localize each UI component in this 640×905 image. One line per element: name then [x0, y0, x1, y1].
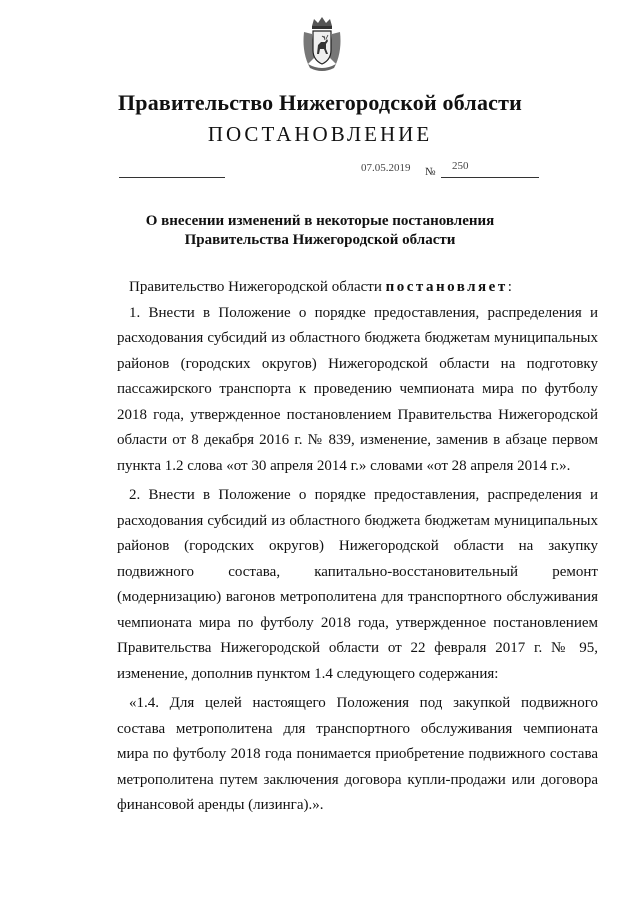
- preamble: [117, 275, 598, 301]
- document-date: 07.05.2019: [361, 162, 411, 174]
- number-label: №: [425, 166, 436, 178]
- signature-line-left: [119, 177, 225, 178]
- document-type: ПОСТАНОВЛЕНИЕ: [207, 122, 433, 146]
- preamble-end: :: [507, 279, 512, 295]
- item-quote: «1.4. Для целей настоящего Положения под закупкой подвижного состава метрополитена для транспортного обслуживания чемпионата мира по футболу 2018 года понимается приобретение подвижного состава метрополитена путем заключения договора купли-продажи или договора финансовой аренды (лизинга).».: [117, 695, 598, 813]
- coat-of-arms-icon: [300, 14, 344, 72]
- document-number: 250: [452, 160, 469, 172]
- organization-title: Правительство Нижегородской области: [117, 90, 522, 115]
- item-1: 1. Внести в Положение о порядке предоставления, распределения и расходования субсидий из областного бюджета бюджетам муниципальных районов (городских округов) Нижегородской области на подготовку пассажирского транспорта к проведению чемпионата мира по футболу 2018 года, утвержденное постановлением Правительства Нижегородской области от 8 декабря 2016 г. № 839, изменение, заменив в абзаце первом пункта 1.2 слова «от 30 апреля 2014 г.» словами «от 28 апреля 2014 г.».: [117, 304, 598, 474]
- subject-line-2: Правительства Нижегородской области: [184, 232, 456, 248]
- number-line: [441, 177, 539, 178]
- subject-line-1: О внесении изменений в некоторые постановления: [145, 213, 495, 229]
- preamble-lead: Правительство Нижегородской области: [129, 279, 386, 295]
- document-body: [117, 275, 598, 819]
- preamble-verb: постановляет: [385, 279, 508, 295]
- document-subject: [0, 212, 640, 250]
- item-2: 2. Внести в Положение о порядке предоставления, распределения и расходования субсидий из областного бюджета бюджетам муниципальных районов (городских округов) Нижегородской области на закупку подвижного состава, капитально-восстановительный ремонт (модернизацию) вагонов метрополитена для транспортного обслуживания чемпионата мира по футболу 2018 года, утвержденное постановлением Правительства Нижегородской области от 22 февраля 2017 г. № 95, изменение, дополнив пунктом 1.4 следующего содержания:: [117, 487, 598, 682]
